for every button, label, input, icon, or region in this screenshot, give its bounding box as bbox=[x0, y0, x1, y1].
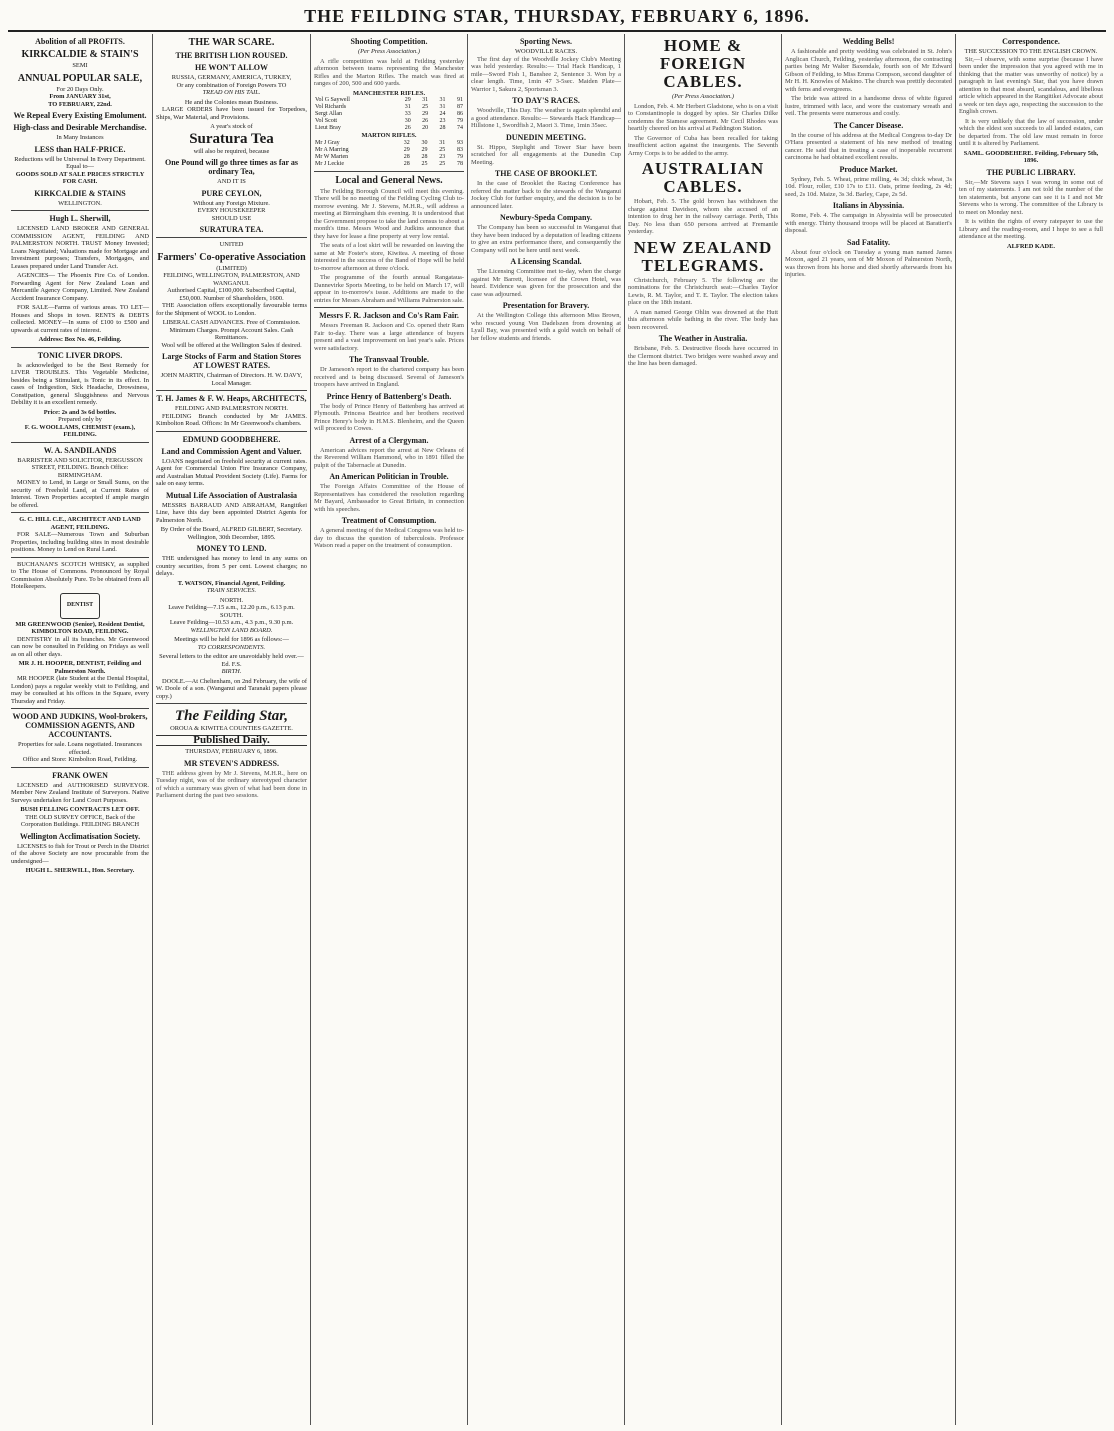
column-3 bbox=[311, 34, 467, 1425]
produce-heading: Produce Market. bbox=[839, 164, 898, 174]
australian-body: Hobart, Feb. 5. The gold brown has withdrawn the charge against Davidson, whom she accused of an intention to drug her in the railway carriage. Perth, This Day. No less than 650 persons arrived at Fremantle yesterday. bbox=[628, 198, 778, 235]
henry-body: The body of Prince Henry of Battenberg has arrived at Plymouth. Princess Beatrice and her brothers received Prince Henry's body in H.M.S. Blenheim, and the Queen will proceed to Cowes. bbox=[314, 402, 464, 432]
steven-body: THE address given by Mr J. Stevens, M.H.R., here on Tuesday night, was of the ordinary stereotyped character of which a summary was given of what had been done in Parliament during the past two sessions. bbox=[156, 769, 307, 799]
library-body-2: It is within the rights of every ratepayer to use the Library and the reading-room, and I hope to see a full attendance at the meeting. bbox=[959, 218, 1103, 240]
lane-heading: T. H. James & F. W. Heaps, ARCHITECTS, bbox=[156, 394, 307, 403]
separator bbox=[11, 442, 149, 443]
wlb-body: Meetings will be held for 1896 as follows:— bbox=[174, 636, 289, 643]
marton-heading: MARTON RIFLES. bbox=[361, 132, 417, 139]
bush-text: BUSH FELLING CONTRACTS LET OFF. bbox=[20, 806, 140, 813]
prepared-text: Prepared only by bbox=[58, 416, 102, 423]
wedding-body: A fashionable and pretty wedding was celebrated in St. John's Anglican Church, Feilding, yesterday afternoon, the contracting parties being Mr Walter Baxendale, fourth son of Mr Edward Gibson of Feilding, to Miss Emma Compson, second daughter of Mr H. H. Knowles of Makino. The church was prettily decorated with ferns and evergreens. bbox=[785, 48, 952, 93]
wellington-text: WELLINGTON. bbox=[58, 199, 102, 207]
library-heading: THE PUBLIC LIBRARY. bbox=[986, 167, 1076, 177]
forsale2-text: FOR SALE—Numerous Town and Suburban Properties, including building sites in most desirable positions. Money to Lend on Rural Land. bbox=[11, 531, 149, 553]
separator bbox=[156, 390, 307, 391]
column-4 bbox=[468, 34, 624, 1425]
feilding-branch-text: FEILDING Branch conducted by Mr JAMES. Kimbolton Road. Offices: In Mr Greenwood's chambers. bbox=[156, 412, 307, 427]
watson-text: T. WATSON, Financial Agent, Feilding. bbox=[177, 579, 286, 587]
woolwill-text: Wool will be offered at the Wellington Sales if desired. bbox=[161, 341, 302, 349]
home-body-2: The Governor of Cuba has been recalled for taking insufficient action against the insurgents. The Seventh Army Corps is to be added to the army. bbox=[628, 134, 778, 157]
jackson-body: Messrs Freeman R. Jackson and Co. opened their Ram Fair to-day. There was a large attendance of buyers present and a vast improvement on last year's sale. Prices were satisfactory. bbox=[314, 322, 464, 352]
brooklet-heading: THE CASE OF BROOKLET. bbox=[494, 169, 598, 178]
licensing-body: The Licensing Committee met to-day, when the charge against Mr Barrett, licensee of the Crown Hotel, was heard. Evidence was given for the prosecution and the case was adjourned. bbox=[471, 268, 621, 298]
greenwood-body: DENTISTRY in all its branches. Mr Greenwood can now be consulted in Feilding on Fridays as well as on all other days. bbox=[11, 635, 149, 658]
manchester-scores: Vol G Saywell 29 31 31 91 Vol Richards 31 25 31 87 Sergt Allan 33 29 24 86 Vol Scott 30 26 23 79 Lieut Bray 26 20 28 74 bbox=[315, 97, 463, 131]
henry-heading: Prince Henry of Battenberg's Death. bbox=[326, 391, 452, 401]
manchester-heading: MANCHESTER RIFLES. bbox=[352, 89, 426, 97]
transvaal-body: Dr Jameson's report to the chartered company has been received and is being discussed. Several of Jameson's troopers have arrived in England. bbox=[314, 366, 464, 388]
sandilands-heading: W. A. SANDILANDS bbox=[43, 445, 117, 455]
local-body-2: The seats of a lost skirt will be rewarded on leaving the same at Mr Foster's store, Kiwitea. A meeting of those interested in the success of the Band of Hope will be held to-morrow afternoon at three o'clock. bbox=[314, 242, 464, 272]
shooting-sub: (Per Press Association.) bbox=[358, 48, 420, 55]
leave2-text: Leave Feilding—10.53 a.m., 4.3 p.m., 9.30 p.m. bbox=[169, 619, 294, 626]
consumption-body: A general meeting of the Medical Congress was held to-day to discuss the question of tuberculosis. Professor Watson read a paper on the treatment of consumption. bbox=[314, 527, 464, 549]
pure-heading: PURE CEYLON, bbox=[201, 188, 262, 198]
money-body: THE undersigned has money to lend in any sums on country securities, from 5 per cent. Lowest charges; no delays. bbox=[156, 555, 307, 577]
kirk-days: For 20 Days Only. bbox=[56, 85, 104, 93]
library-body: Sir,—Mr Stevens says I was wrong in some out of ten of my statements. I am not told the number of the ten statements, but anyone can see it is I and not Mr Stevens who is wrong. The committee of the Library is to meet on Monday next. bbox=[959, 178, 1103, 216]
tonic-body: Is acknowledged to be the Best Remedy for LIVER TROUBLES. This Vegetable Medicine, besides being a Stimulant, is Tonic in its effect. In cases of Indigestion, Sick Headache, Drowsiness, Constipation, general Sluggishness and Nervous Debility it is an excellent remedy. bbox=[11, 361, 149, 406]
nz-body: Christchurch, February 5. The following are the nominations for the Christchurch seat:—Charles Taylor Lewis, R. M. Taylor, and T. E. Taylor. The election takes place on the 18th instant. bbox=[628, 276, 778, 306]
and-text: AND IT IS bbox=[217, 178, 246, 185]
separator bbox=[156, 431, 307, 432]
capital-text: Authorised Capital, £100,000. Subscribed Capital, £50,000. Number of Shareholders, 1600. bbox=[167, 287, 296, 302]
separator bbox=[11, 767, 149, 768]
separator bbox=[314, 171, 464, 172]
north-text: NORTH. bbox=[219, 596, 244, 604]
weather-heading: The Weather in Australia. bbox=[658, 334, 748, 343]
countries-text: RUSSIA, GERMANY, AMERICA, TURKEY, bbox=[171, 74, 292, 81]
american-body: The Foreign Affairs Committee of the House of Representatives has considered the resolution regarding Mr Bayard, Ambassador to Great Britain, in connection with his speeches. bbox=[314, 483, 464, 513]
pound-heading: One Pound will go three times as far as ordinary Tea, bbox=[164, 158, 299, 176]
column-7 bbox=[956, 34, 1106, 1425]
steven-heading: MR STEVEN'S ADDRESS. bbox=[184, 758, 279, 768]
owen-body: LICENSED and AUTHORISED SURVEYOR. Member New Zealand Institute of Surveyors. Native Surveys undertaken for Land Court Purposes. bbox=[11, 781, 149, 804]
masthead-rule bbox=[8, 30, 1106, 32]
feilding-star-brand: The Feilding Star, bbox=[175, 708, 288, 724]
signature-1: SAML. GOODBEHERE. Feilding, February 5th, 1896. bbox=[963, 149, 1099, 164]
should-text: SHOULD USE bbox=[211, 214, 252, 222]
tread-text: TREAD ON HIS TAIL. bbox=[202, 89, 261, 96]
lessthan-heading: LESS than HALF-PRICE. bbox=[34, 144, 126, 154]
cancer-body: In the course of his address at the Medical Congress to-day Dr O'Hara presented a statement of his new method of treating cancer. He said that in treating a case of inoperable recurrent carcinoma he had obtained excellent results. bbox=[785, 131, 952, 161]
licenses-text: LICENSES to fish for Trout or Perch in the District of the above Society are now procurable from the undersigned— bbox=[11, 842, 149, 865]
transvaal-heading: The Transvaal Trouble. bbox=[349, 355, 429, 364]
separator bbox=[156, 703, 307, 704]
australian-heading: AUSTRALIAN CABLES. bbox=[641, 159, 765, 196]
reductions-text: Reductions will be Universal In Every Department. bbox=[14, 155, 146, 163]
local-body-3: The programme of the fourth annual Rangataua-Dannevirke Sports Meeting, to be held on March 17, will appear in to-morrow's issue. Additions are made to the entries for Messrs Abraham and Williams Palmerston sale. bbox=[314, 274, 464, 304]
tonic-heading: TONIC LIVER DROPS. bbox=[37, 350, 123, 360]
corresp-heading: TO CORRESPONDENTS. bbox=[197, 643, 266, 651]
highclass-heading: High-class and Desirable Merchandise. bbox=[13, 123, 147, 132]
kirk2-heading: KIRKCALDIE & STAINS bbox=[34, 188, 126, 198]
sporting-heading: Sporting News. bbox=[519, 37, 572, 46]
signature-2: ALFRED KADE. bbox=[1007, 242, 1055, 250]
corr-heading: Correspondence. bbox=[1002, 37, 1060, 46]
published-daily: Published Daily. bbox=[156, 735, 307, 747]
dunedin-heading: DUNEDIN MEETING. bbox=[505, 132, 586, 142]
wont-heading: HE WON'T ALLOW bbox=[194, 63, 269, 72]
fatality-heading: Sad Fatality. bbox=[846, 237, 891, 247]
consumption-heading: Treatment of Consumption. bbox=[341, 516, 437, 525]
woollams-text: F. G. WOOLLAMS, CHEMIST (exam.), FEILDING. bbox=[24, 423, 136, 438]
martin-text: JOHN MARTIN, Chairman of Directors. H. W. DAVY, Local Manager. bbox=[160, 372, 303, 387]
or-text: Or any combination of Foreign Powers TO bbox=[176, 81, 287, 89]
today-body: Woodville, This Day. The weather is again splendid and a good attendance. Results:— Stewards Hack Handicap—Hillstone 1, Swordfish 2, Maori 3. Time, 1min 35sec. bbox=[471, 107, 621, 129]
money-heading: MONEY TO LEND. bbox=[196, 544, 267, 553]
wedding-body-2: The bride was attired in a handsome dress of white figured lustre, trimmed with lace, and wore the customary wreath and veil. The presents were numerous and costly. bbox=[785, 95, 952, 117]
united-text: UNITED bbox=[219, 241, 244, 248]
separator bbox=[11, 512, 149, 513]
land-heading: Land and Commission Agent and Valuer. bbox=[161, 446, 302, 456]
corresp-body: Several letters to the editor are unavoidably held over.—Ed. F.S. bbox=[159, 653, 304, 668]
clergyman-body: American advices report the arrest at New Orleans of the Reverend William Hammond, who in 1891 filled the pulpit of the Tabernacle at Dunedin. bbox=[314, 446, 464, 469]
shooting-body: A rifle competition was held at Feilding yesterday afternoon between teams representing the Manchester Rifles and the Marton Rifles. The match was fired at ranges of 200, 500 and 600 yards. bbox=[314, 57, 464, 87]
large-orders-text: LARGE ORDERS have been issued for Torpedoes, Ships, War Material, and Provisions. bbox=[156, 106, 307, 121]
produce-body: Sydney, Feb. 5. Wheat, prime milling, 4s 3d; chick wheat, 3s 10d. Flour, roller, £10 17s to £11. Oats, prime feeding, 2s 4d; seed, 2s 10d. Maize, 3s 3d. Barley, Cape, 2s 5d. bbox=[785, 175, 952, 198]
every-text: EVERY HOUSEKEEPER bbox=[197, 207, 266, 214]
nz-heading: NEW ZEALAND TELEGRAMS. bbox=[633, 237, 773, 275]
jackson-heading: Messrs F. R. Jackson and Co's Ram Fair. bbox=[319, 311, 459, 320]
brooklet-body: In the case of Brooklet the Racing Conference has referred the matter back to the stewards of the Wanganui Jockey Club for further enquiry, and the decision is to be announced later. bbox=[471, 180, 621, 210]
shooting-heading: Shooting Competition. bbox=[350, 37, 428, 46]
kirk-from: From JANUARY 31st, bbox=[49, 93, 111, 100]
weather-body: Brisbane, Feb. 5. Destructive floods have occurred in the Clermont district. Two bridges were washed away and the line has been damaged. bbox=[628, 345, 778, 367]
kirk-to: TO FEBRUARY, 22nd. bbox=[48, 100, 112, 108]
instances-text: In Many Instances bbox=[56, 134, 104, 141]
kirk-sale: ANNUAL POPULAR SALE, bbox=[17, 72, 143, 84]
buchanan-text: BUCHANAN'S SCOTCH WHISKY, as supplied to The House of Commons. Pronounced by Royal Commission Absolutely Pure. To be obtained from all Hotelkeepers. bbox=[11, 560, 149, 590]
succession-body: Sir,—I observe, with some surprise (because I have been under the impression that you agreed with me in thinking that the matter was unworthy of notice) by a paragraph in last evening's Star, that you have drawn attention to that most absurd, scandalous, and libellous article which appeared in the Rangitikei Advocate about a week or ten days ago, respecting the succession to the English crown. bbox=[959, 55, 1103, 115]
date1-text: Wellington, 30th December, 1895. bbox=[187, 533, 276, 541]
home-sub: (Per Press Association.) bbox=[672, 93, 734, 100]
dentist-seal-icon: DENTIST bbox=[60, 593, 100, 619]
cancer-heading: The Cancer Disease. bbox=[833, 120, 904, 130]
address-text: Address: Box No. 46, Feilding. bbox=[38, 336, 122, 343]
money-text: MONEY to Lend, in Large or Small Sums, on the security of Freehold Land, at Current Rates of Interest. Town Properties accepted if ample margin be offered. bbox=[11, 479, 149, 509]
goods-text: GOODS SOLD AT SALE PRICES STRICTLY FOR CASH. bbox=[15, 170, 145, 185]
masthead: THE FEILDING STAR, THURSDAY, FEBRUARY 6, 1896. bbox=[304, 6, 810, 26]
italians-body: Rome, Feb. 4. The campaign in Abyssinia will be prosecuted with energy. Thirty thousand troops will be placed at Baratieri's disposal. bbox=[785, 212, 952, 234]
war-heading: THE WAR SCARE. bbox=[188, 37, 275, 48]
column-2 bbox=[153, 34, 310, 1425]
liberal-text: LIBERAL CASH ADVANCES. Free of Commission. Minimum Charges. Prompt Account Sales. Cash Remittances. bbox=[162, 319, 301, 341]
dateline-text: THURSDAY, FEBRUARY 6, 1896. bbox=[185, 748, 278, 755]
separator bbox=[11, 708, 149, 709]
sherwill-signature: HUGH L. SHERWILL, Hon. Secretary. bbox=[25, 867, 135, 874]
oroua-text: OROUA & KIWITEA COUNTIES GAZETTE. bbox=[170, 725, 293, 732]
separator bbox=[11, 210, 149, 211]
column-5 bbox=[625, 34, 781, 1425]
hooper-heading: MR J. H. HOOPER, DENTIST, Feilding and Palmerston North. bbox=[18, 660, 142, 675]
dunedin-body: St. Hippo, Steplight and Tower Star have been scratched for all engagements at the Dunedin Cup Meeting. bbox=[471, 143, 621, 166]
column-6 bbox=[782, 34, 955, 1425]
colonies-text: He and the Colonies mean Business. bbox=[184, 98, 279, 106]
train-heading: TRAIN SERVICES. bbox=[206, 587, 257, 594]
fp-text: FEILDING, WELLINGTON, PALMERSTON, AND WANGANUI. bbox=[163, 272, 300, 287]
wood-heading: WOOD AND JUDKINS, Wool-brokers, COMMISSION AGENTS, AND ACCOUNTANTS. bbox=[12, 712, 148, 739]
wlb-heading: WELLINGTON LAND BOARD. bbox=[190, 626, 273, 634]
lane-body: FEILDING AND PALMERSTON NORTH. bbox=[175, 405, 288, 412]
forsale-text: FOR SALE—Farms of various areas. TO LET—Houses and Shops in town. RENTS & DEBTS collected. MONEY—In sums of £100 to £500 and upwards at current rates of interest. bbox=[11, 304, 149, 334]
separator bbox=[11, 557, 149, 558]
home-foreign-heading: HOME & FOREIGN CABLES. bbox=[659, 36, 747, 91]
cole-text: G. C. HILL C.E., ARCHITECT AND LAND AGENT, FEILDING. bbox=[19, 516, 141, 531]
abolition-heading: Abolition of all PROFITS. bbox=[35, 37, 125, 46]
sherwill-name: Hugh L. Sherwill, bbox=[49, 214, 111, 223]
nz-body-2: A man named George Ohlin was drowned at the Hutt this afternoon while bathing in the river. The body has been recovered. bbox=[628, 308, 778, 331]
assoc-text: THE Association offers exceptionally favourable terms for the Shipment of WOOL to London. bbox=[156, 302, 307, 317]
barraud-text: MESSRS BARRAUD AND ABRAHAM, Rangitikei Line, have this day been appointed District Agents for Palmerston North. bbox=[156, 501, 307, 524]
woodville-heading: WOODVILLE RACES. bbox=[514, 48, 578, 55]
lion-heading: THE BRITISH LION ROUSED. bbox=[175, 51, 288, 60]
separator bbox=[11, 347, 149, 348]
wood-body: Properties for sale. Loans negotiated. Insurances effected. bbox=[17, 741, 143, 756]
local-body: The Feilding Borough Council will meet this evening. There will be no meeting of the Feilding Cycling Club to-morrow evening. Mr J. Stevens, M.H.R., will address a meeting at Birmingham this evening. It is understood that the Government propose to take the land census to about a month's time. Messrs Wood and Judkins announce that they have for lease a fine property at very low rental. bbox=[314, 187, 464, 240]
tea2-heading: SURATURA TEA. bbox=[199, 225, 264, 234]
sandilands-body: BARRISTER AND SOLICITOR, FERGUSSON STREET, FEILDING. Branch Office: BIRMINGHAM. bbox=[17, 456, 143, 479]
loans-text: LOANS negotiated on freehold security at current rates. Agent for Commercial Union Fire Insurance Company, and Australian Mutual Provident Society (Life). Farms for sale on easy terms. bbox=[156, 457, 307, 487]
acclim-heading: Wellington Acclimatisation Society. bbox=[19, 831, 141, 841]
newbury-heading: Newbury-Speda Company. bbox=[499, 213, 592, 222]
italians-heading: Italians in Abyssinia. bbox=[832, 201, 905, 210]
repeal-heading: We Repeal Every Existing Emolument. bbox=[13, 111, 147, 120]
local-heading: Local and General News. bbox=[335, 174, 443, 186]
owen-heading: FRANK OWEN bbox=[52, 770, 108, 780]
suratura-brand: Suratura Tea bbox=[189, 130, 274, 147]
kirk-title: KIRKCALDIE & STAIN'S bbox=[21, 49, 139, 60]
stock-heading: Large Stocks of Farm and Station Stores AT LOWEST RATES. bbox=[162, 352, 301, 370]
survey-office-text: THE OLD SURVEY OFFICE, Back of the Corporation Buildings. FEILDING BRANCH bbox=[20, 813, 140, 828]
agencies-text: AGENCIES— The Phoenix Fire Co. of London. Forwarding Agent for New Zealand Loan and Mercantile Agency Company, Limited. New Zealand Accident Insurance Company. bbox=[11, 272, 149, 302]
bravery-heading: Presentation for Bravery. bbox=[502, 301, 590, 310]
column-1 bbox=[8, 34, 152, 1425]
leave1-text: Leave Feilding—7.15 a.m., 12.20 p.m., 6.13 p.m. bbox=[168, 604, 295, 611]
south-text: SOUTH. bbox=[220, 611, 243, 619]
suratura-sub: will also be required, because bbox=[193, 147, 270, 155]
succession-body-2: It is very unlikely that the law of succession, under which the eldest son succeeds to all landed estates, can be departed from. The old law must remain in force until it is altered by Parliament. bbox=[959, 117, 1103, 147]
farmers-heading: Farmers' Co-operative Association bbox=[157, 251, 306, 263]
mixture-text: Without any Foreign Mixture. bbox=[193, 199, 270, 207]
goodbehere-heading: EDMUND GOODBEHERE. bbox=[182, 434, 281, 444]
kirk-semi: SEMI bbox=[72, 62, 88, 69]
wedding-heading: Wedding Bells! bbox=[842, 37, 895, 46]
birth-body: DOOLE.—At Cheltenham, on 2nd February, the wife of W. Doole of a son. (Wanganui and Taranaki papers please copy.) bbox=[156, 677, 307, 700]
woodville-body: The first day of the Woodville Jockey Club's Meeting was held yesterday. Results:— Trial Hack Handicap, 1 mile—Sword Fish 1, Banshee 2, Sentence 3. Won by a clear length. Time, 1min 47 3-5sec. Maiden Plate—Warrior 1, Sakura 2, Sportsman 3. bbox=[471, 55, 621, 93]
hooper-body: MR HOOPER (late Student at the Dental Hospital, London) pays a regular weekly visit to Feilding, and may be consulted at his offices in the Square, every Thursday and Friday. bbox=[11, 675, 149, 705]
today-heading: TO DAY'S RACES. bbox=[512, 96, 580, 105]
years-text: A year's stock of bbox=[210, 123, 253, 130]
succession-heading: THE SUCCESSION TO THE ENGLISH CROWN. bbox=[964, 48, 1098, 55]
newbury-body: The Company has been so successful in Wanganui that they have been induced by a deputation of leading citizens to give an extra performance there, and consequently the Company will not be here until next week. bbox=[471, 224, 621, 254]
clergyman-heading: Arrest of a Clergyman. bbox=[349, 435, 429, 445]
greenwood-heading: MR GREENWOOD (Senior), Resident Dentist, KIMBOLTON ROAD, FEILDING. bbox=[15, 620, 145, 635]
bravery-body: At the Wellington College this afternoon Miss Brown, who rescued young Von Dadelszen from drowning at Lyall Bay, was presented with a gold watch on behalf of her fellow students and friends. bbox=[471, 312, 621, 342]
limited-text: (LIMITED) bbox=[216, 264, 247, 272]
home-body: London, Feb. 4. Mr Herbert Gladstone, who is on a visit to Constantinople is dogged by spies. Sir Charles Dilke condemns the Siamese agreement. Mr Cecil Rhodes was heartily cheered on his arrival at Paddington Station. bbox=[628, 102, 778, 132]
order-text: By Order of the Board, ALFRED GILBERT, Secretary. bbox=[160, 526, 303, 533]
equal-text: Equal to— bbox=[66, 163, 94, 170]
american-heading: An American Politician in Trouble. bbox=[329, 472, 449, 481]
fatality-body: About four o'clock on Tuesday a young man named James Moxon, aged 21 years, son of Mr Moxon of Palmerston North, was thrown from his horse and died shortly afterwards from his injuries. bbox=[785, 248, 952, 278]
separator bbox=[156, 237, 307, 238]
birth-heading: BIRTH. bbox=[221, 668, 242, 675]
mutual-heading: Mutual Life Association of Australasia bbox=[165, 490, 298, 500]
marton-scores: Mr J Gray 32 30 31 93 Mr A Marring 29 29 25 83 Mr W Marten 28 28 23 79 Mr J Leckie 28 25 25 78 bbox=[315, 139, 463, 167]
licensing-heading: A Licensing Scandal. bbox=[510, 257, 582, 266]
price-text: Price: 2s and 3s 6d bottles. bbox=[43, 408, 117, 416]
wood-office: Office and Store: Kimbolton Road, Feilding. bbox=[22, 756, 138, 763]
sherwill-body: LICENSED LAND BROKER AND GENERAL COMMISSION AGENT, FEILDING AND PALMERSTON NORTH. TRUST Money Invested; Loans Negotiated; Valuations made for Mortgage and Investment purposes; Transfers, Mortgages, and Leases prepared under Land Transfer Act. bbox=[11, 225, 149, 270]
separator bbox=[314, 307, 464, 308]
